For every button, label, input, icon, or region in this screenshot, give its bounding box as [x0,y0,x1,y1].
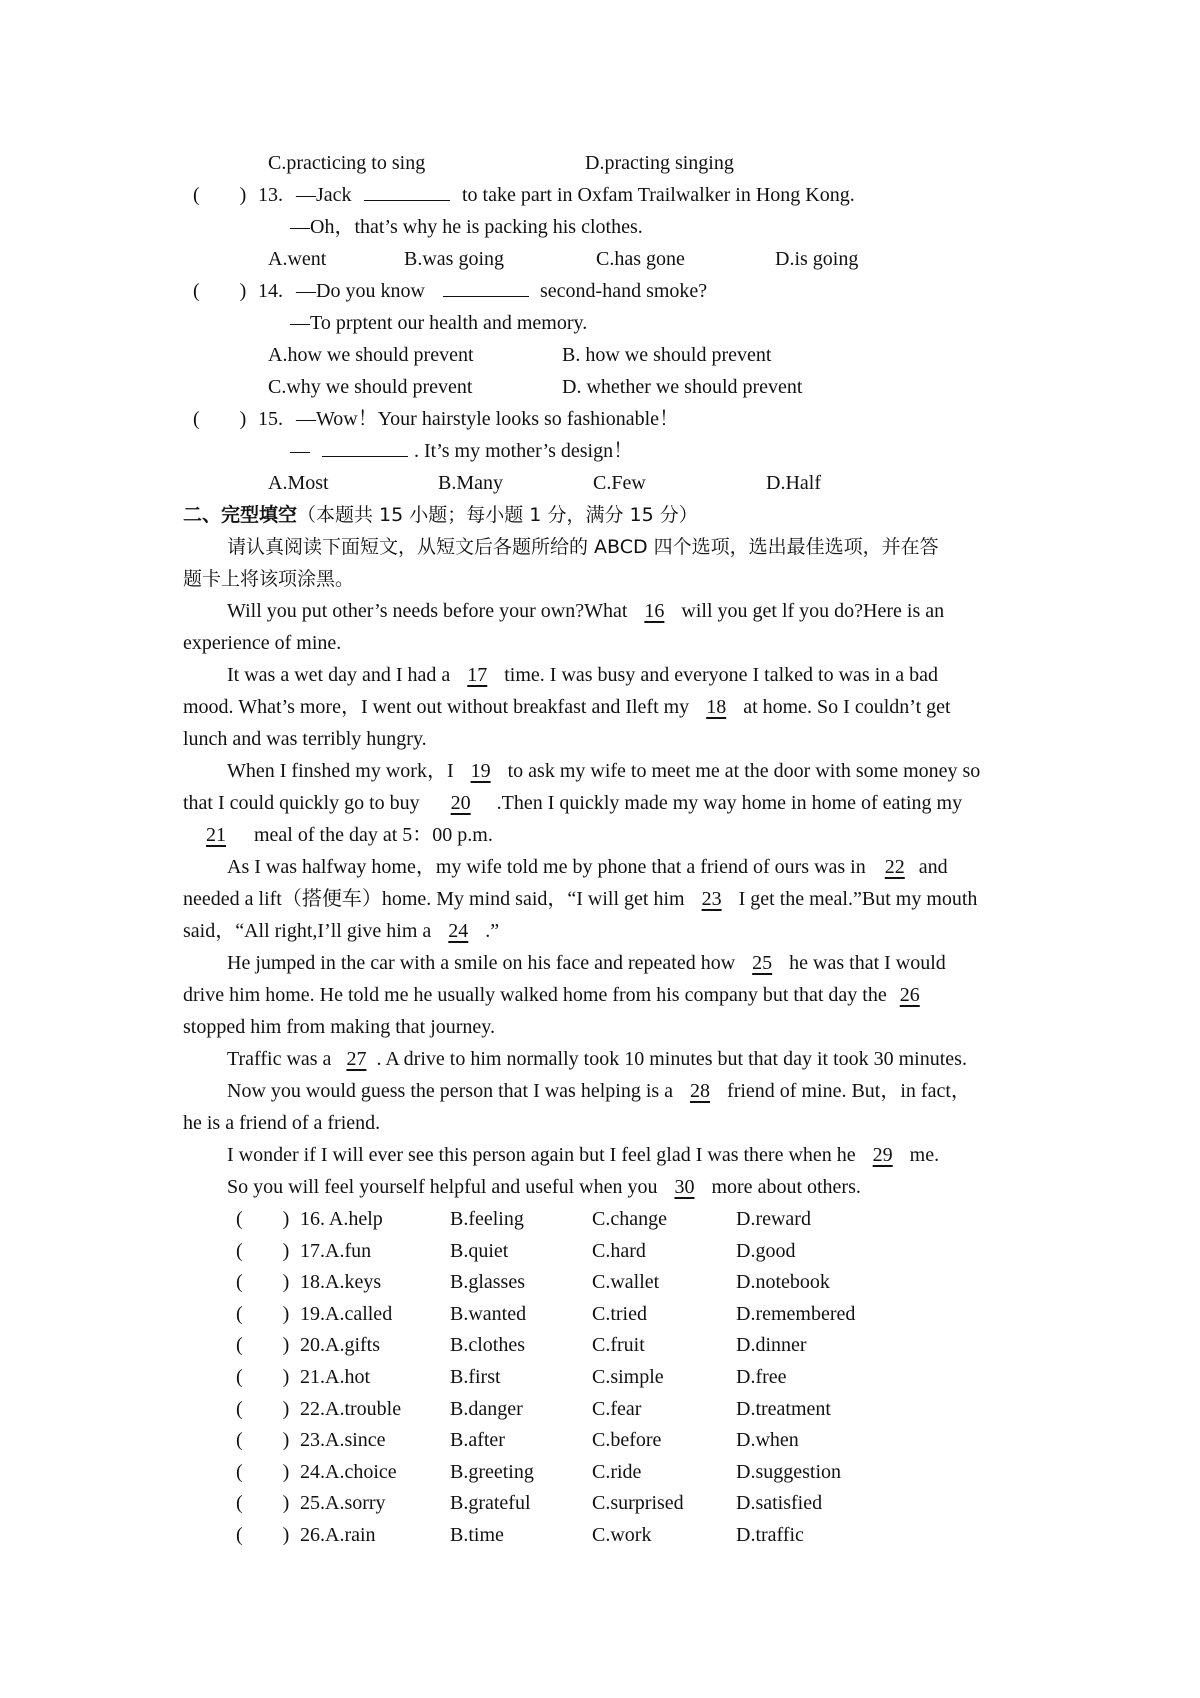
cloze-option-a: 25.A.sorry [300,1492,386,1515]
cloze-answer-paren[interactable]: ( ) [236,1397,290,1420]
blank-16: 16 [644,600,665,622]
q13-blank [364,180,450,210]
q15-option-c: C.Few [593,472,646,494]
q14-answer-paren[interactable]: ( ) [193,280,247,302]
cloze-option-d: D.free [736,1366,787,1388]
cloze-answer-paren[interactable]: ( ) [236,1460,290,1483]
q15-option-a: A.Most [268,472,329,494]
q15-number: 15. [258,408,283,430]
cloze-option-b: B.wanted [450,1302,527,1325]
cloze-option-d: D.satisfied [736,1492,823,1515]
cloze-option-b: B.after [450,1429,505,1452]
cloze-option-b: B.time [450,1524,504,1546]
passage-line: Will you put other’s needs before your own?What 16 will you get lf you do?Here is an [227,596,944,626]
cloze-option-b: B.glasses [450,1271,525,1294]
q13-response: —Oh，that’s why he is packing his clothes. [290,216,643,238]
cloze-option-c: C.ride [592,1460,642,1483]
cloze-option-b: B.feeling [450,1208,524,1230]
section-title: 二、完型填空 [183,504,298,526]
passage-line: stopped him from making that journey. [183,1016,495,1038]
passage-line: Now you would guess the person that I was helping is a 28 friend of mine. But，in fact， [227,1076,971,1106]
q15-prompt: —Wow！Your hairstyle looks so fashionable！ [296,408,679,430]
passage-line: that I could quickly go to buy 20 .Then I quickly made my way home in home of eating my [183,788,962,818]
cloze-option-a: 21.A.hot [300,1366,370,1388]
cloze-option-b: B.first [450,1366,501,1388]
cloze-answer-paren[interactable]: ( ) [236,1271,290,1294]
cloze-option-c: C.work [592,1524,652,1546]
cloze-option-d: D.notebook [736,1271,830,1294]
cloze-option-a: 17.A.fun [300,1239,372,1262]
cloze-option-a: 24.A.choice [300,1460,397,1483]
passage-line: So you will feel yourself helpful and useful when you 30 more about others. [227,1172,861,1202]
q15-answer-paren[interactable]: ( ) [193,408,247,430]
cloze-option-c: C.change [592,1208,667,1230]
cloze-option-b: B.greeting [450,1460,534,1483]
cloze-option-a: 19.A.called [300,1302,393,1325]
q13-number: 13. [258,184,283,206]
q14-prompt-pre: —Do you know [296,280,425,302]
cloze-answer-paren[interactable]: ( ) [236,1239,290,1262]
cloze-answer-paren[interactable]: ( ) [236,1429,290,1452]
cloze-option-b: B.quiet [450,1239,509,1262]
q13-option-d: D.is going [775,248,859,270]
q13-option-b: B.was going [404,248,504,270]
passage-line: I wonder if I will ever see this person again but I feel glad I was there when he 29 me. [227,1140,939,1170]
q15-response-dash: — [290,440,310,462]
passage-line: experience of mine. [183,632,342,654]
cloze-option-c: C.simple [592,1366,664,1388]
cloze-option-c: C.surprised [592,1492,684,1515]
q15-response-post: . It’s my mother’s design！ [414,440,634,462]
cloze-answer-paren[interactable]: ( ) [236,1302,290,1325]
cloze-option-a: 26.A.rain [300,1524,376,1546]
cloze-answer-paren[interactable]: ( ) [236,1208,290,1230]
cloze-option-d: D.dinner [736,1334,807,1357]
cloze-option-d: D.traffic [736,1524,804,1546]
cloze-answer-paren[interactable]: ( ) [236,1366,290,1388]
section-heading [183,500,698,530]
cloze-option-a: 20.A.gifts [300,1334,380,1357]
cloze-option-d: D.treatment [736,1397,831,1420]
q14-option-c: C.why we should prevent [268,376,473,398]
q14-number: 14. [258,280,283,302]
passage-line: needed a lift（搭便车）home. My mind said，“I will get him 23 I get the meal.”But my mouth [183,884,977,914]
blank-24: 24 [448,920,469,942]
cloze-option-c: C.fruit [592,1334,645,1357]
q13-option-a: A.went [268,248,327,270]
cloze-option-b: B.danger [450,1397,523,1420]
q13-option-c: C.has gone [596,248,685,270]
blank-19: 19 [470,760,491,782]
passage-line: lunch and was terribly hungry. [183,728,427,750]
q15-option-d: D.Half [766,472,821,494]
q13-answer-paren[interactable]: ( ) [193,184,247,206]
q14-prompt-post: second-hand smoke? [540,280,708,302]
cloze-option-d: D.when [736,1429,799,1452]
blank-25: 25 [752,952,773,974]
passage-line: Traffic was a 27 . A drive to him normally took 10 minutes but that day it took 30 minutes. [227,1044,967,1074]
q12-option-c: C.practicing to sing [268,152,426,174]
passage-line: drive him home. He told me he usually walked home from his company but that day the 26 [183,980,928,1010]
cloze-answer-paren[interactable]: ( ) [236,1524,290,1546]
cloze-option-c: C.tried [592,1302,647,1325]
instruction-line-1: 请认真阅读下面短文，从短文后各题所给的 ABCD 四个选项，选出最佳选项，并在答 [227,536,939,558]
instruction-line-2: 题卡上将该项涂黑。 [183,568,355,590]
q14-option-a: A.how we should prevent [268,344,474,366]
cloze-option-d: D.good [736,1239,796,1262]
blank-23: 23 [701,888,722,910]
section-note: （本题共 15 小题；每小题 1 分，满分 15 分） [297,504,698,526]
cloze-option-a: 16. A.help [300,1208,383,1230]
q14-option-b: B. how we should prevent [562,344,772,366]
q13-prompt-pre: —Jack [296,184,352,206]
blank-26: 26 [899,984,920,1006]
passage-line: 21 meal of the day at 5：00 p.m. [183,820,493,850]
cloze-option-d: D.reward [736,1208,811,1230]
cloze-option-c: C.before [592,1429,662,1452]
blank-29: 29 [872,1144,893,1166]
cloze-option-a: 22.A.trouble [300,1397,402,1420]
q14-response: —To prptent our health and memory. [290,312,588,334]
cloze-option-a: 18.A.keys [300,1271,382,1294]
cloze-option-c: C.fear [592,1397,642,1420]
blank-17: 17 [467,664,488,686]
passage-line: mood. What’s more，I went out without breakfast and Ileft my 18 at home. So I couldn’t get [183,692,951,722]
q15-blank [322,436,408,466]
cloze-option-c: C.hard [592,1239,646,1262]
blank-18: 18 [706,696,727,718]
passage-line: he is a friend of a friend. [183,1112,381,1134]
cloze-answer-paren[interactable]: ( ) [236,1334,290,1357]
passage-line: It was a wet day and I had a 17 time. I was busy and everyone I talked to was in a bad [227,660,938,690]
blank-27: 27 [346,1048,367,1070]
cloze-answer-paren[interactable]: ( ) [236,1492,290,1515]
passage-line: He jumped in the car with a smile on his face and repeated how 25 he was that I would [227,948,946,978]
cloze-option-c: C.wallet [592,1271,660,1294]
cloze-option-b: B.grateful [450,1492,531,1515]
blank-22: 22 [884,856,905,878]
cloze-option-d: D.remembered [736,1302,856,1325]
q14-blank [443,276,529,306]
passage-line: said，“All right,I’ll give him a 24 .” [183,916,499,946]
passage-line: As I was halfway home，my wife told me by phone that a friend of ours was in 22 and [227,852,948,882]
q15-option-b: B.Many [438,472,503,494]
q13-prompt-post: to take part in Oxfam Trailwalker in Hong Kong. [462,184,855,206]
cloze-option-b: B.clothes [450,1334,525,1357]
blank-20: 20 [450,792,471,814]
passage-line: When I finshed my work，I 19 to ask my wife to meet me at the door with some money so [227,756,980,786]
blank-21: 21 [206,824,226,846]
blank-28: 28 [690,1080,711,1102]
q12-option-d: D.practing singing [585,152,734,174]
blank-30: 30 [674,1176,695,1198]
q14-option-d: D. whether we should prevent [562,376,803,398]
cloze-option-a: 23.A.since [300,1429,386,1452]
cloze-option-d: D.suggestion [736,1460,841,1483]
